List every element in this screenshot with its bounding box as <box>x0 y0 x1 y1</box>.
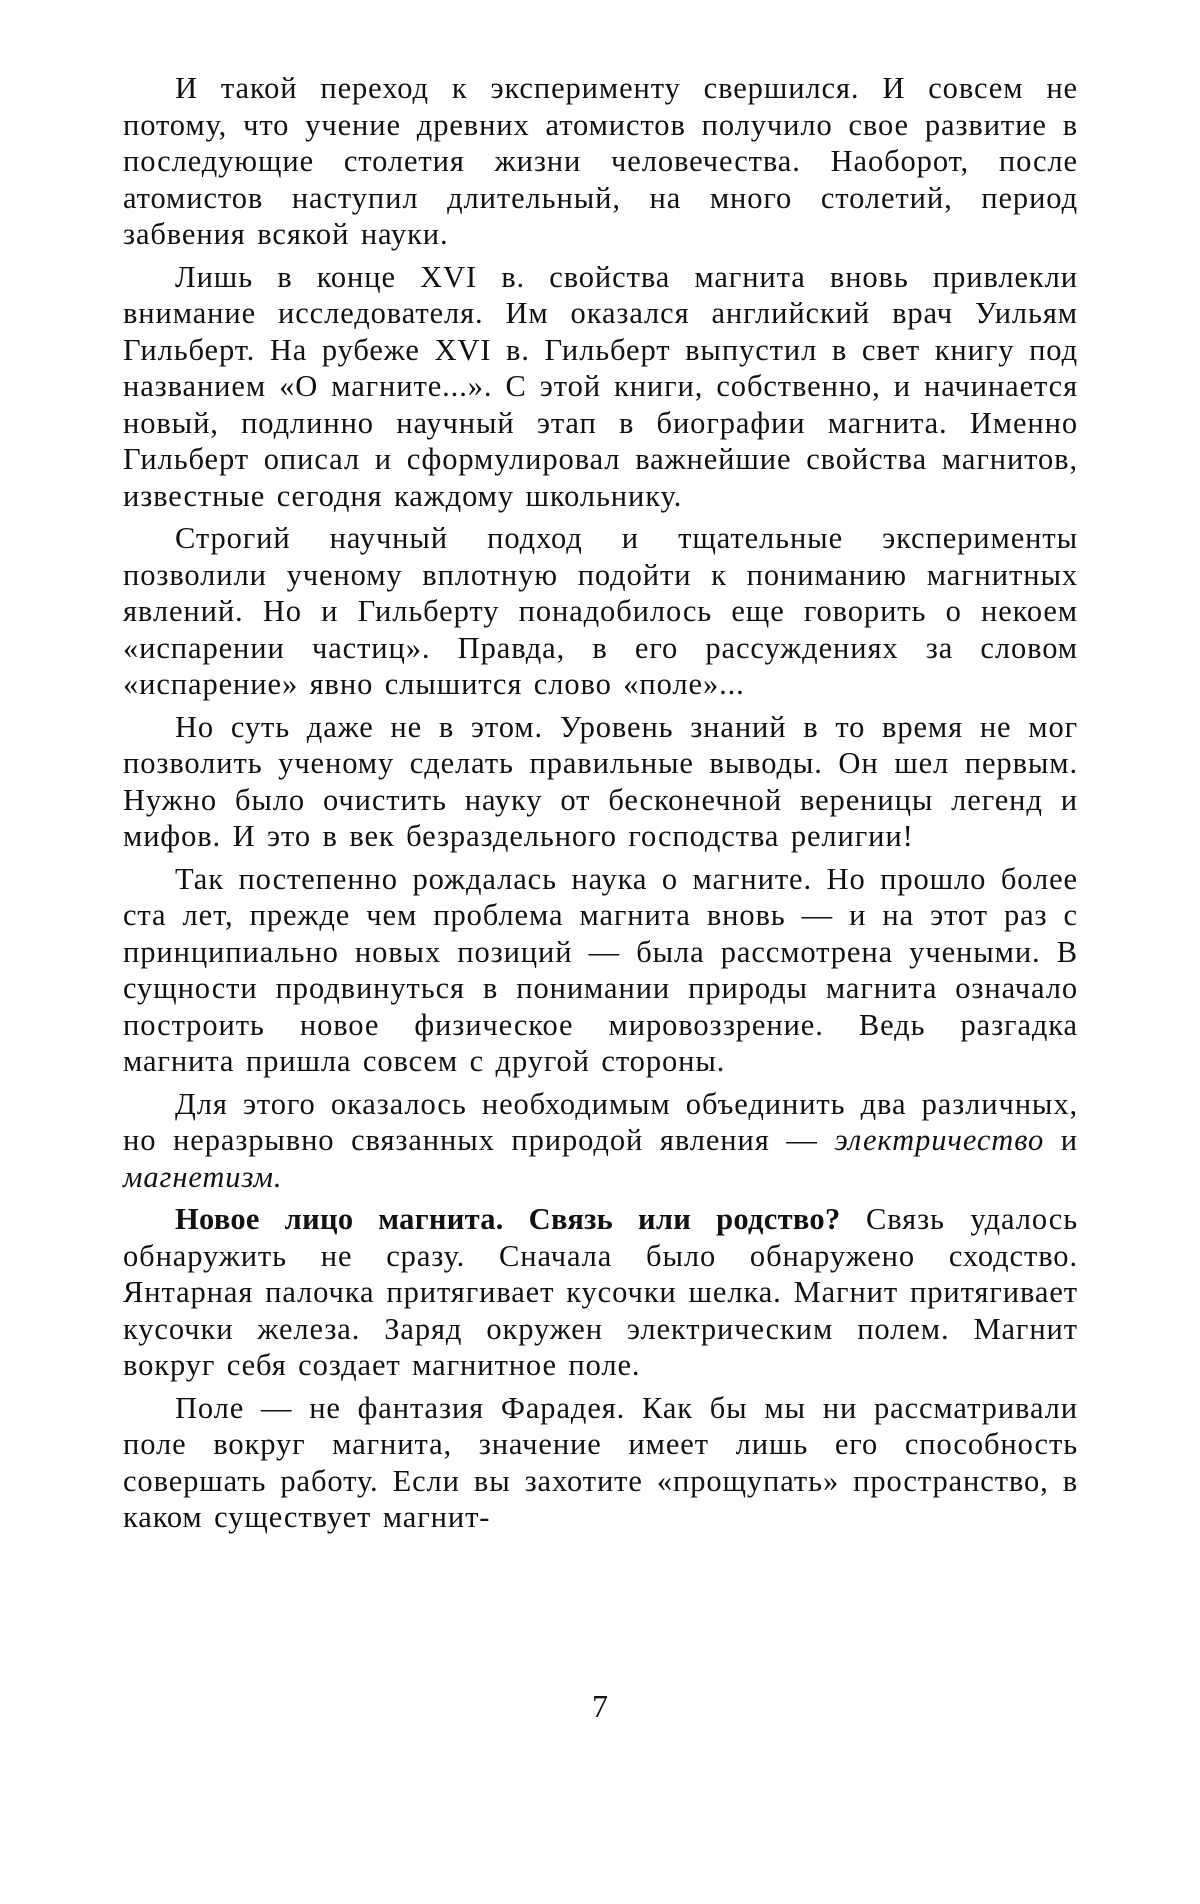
paragraph-8: Поле — не фантазия Фарадея. Как бы мы ни рассматривали поле вокруг магнита, значение имеет лишь его способность совершать работу. Если вы захотите «прощупать» пространство, в каком существует магнит- <box>123 1390 1078 1534</box>
page-body <box>123 70 1078 1542</box>
paragraph-6-text: Для этого оказалось необходимым объединить два различных, но неразрывно связанных природой явления — <box>123 1086 1078 1157</box>
paragraph-6-conjunction: и <box>1044 1123 1078 1157</box>
paragraph-4: Но суть даже не в этом. Уровень знаний в то время не мог позволить ученому сделать правильные выводы. Он шел первым. Нужно было очистить науку от бесконечной вереницы легенд и мифов. И это в век безраздельного господства религии! <box>123 709 1078 853</box>
paragraph-2: Лишь в конце XVI в. свойства магнита вновь привлекли внимание исследователя. Им оказался английский врач Уильям Гильберт. На рубеже XVI в. Гильберт выпустил в свет книгу под названием «О магните...». С этой книги, собственно, и начинается новый, подлинно научный этап в биографии магнита. Именно Гильберт описал и сформулировал важнейшие свойства магнитов, известные сегодня каждому школьнику. <box>123 259 1078 513</box>
paragraph-3: Строгий научный подход и тщательные эксперименты позволили ученому вплотную подойти к пониманию магнитных явлений. Но и Гильберту понадобилось еще говорить о некоем «испарении частиц». Правда, в его рассуждениях за словом «испарение» явно слышится слово «поле»... <box>123 521 1078 701</box>
paragraph-7-text: Связь удалось обнаружить не сразу. Сначала было обнаружено сходство. Янтарная палочка притягивает кусочки шелка. Магнит притягивает кусочки железа. Заряд окружен электрическим полем. Магнит вокруг себя создает магнитное поле. <box>123 1202 1078 1382</box>
paragraph-6 <box>123 1086 1078 1196</box>
paragraph-7 <box>123 1201 1078 1384</box>
paragraph-1: И такой переход к эксперименту свершился. И совсем не потому, что учение древних атомистов получило свое развитие в последующие столетия жизни человечества. Наоборот, после атомистов наступил длительный, на много столетий, период забвения всякой науки. <box>123 71 1078 251</box>
paragraph-5: Так постепенно рождалась наука о магните. Но прошло более ста лет, прежде чем проблема магнита вновь — и на этот раз с принципиально новых позиций — была рассмотрена учеными. В сущности продвинуться в понимании природы магнита означало построить новое физическое мировоззрение. Ведь разгадка магнита пришла совсем с другой стороны. <box>123 861 1078 1078</box>
emphasis-electricity: электричество <box>834 1123 1045 1157</box>
emphasis-magnetism: магнетизм. <box>123 1159 283 1194</box>
section-heading: Новое лицо магнита. Связь или родство? <box>175 1202 841 1236</box>
page-number: 7 <box>592 1688 608 1724</box>
